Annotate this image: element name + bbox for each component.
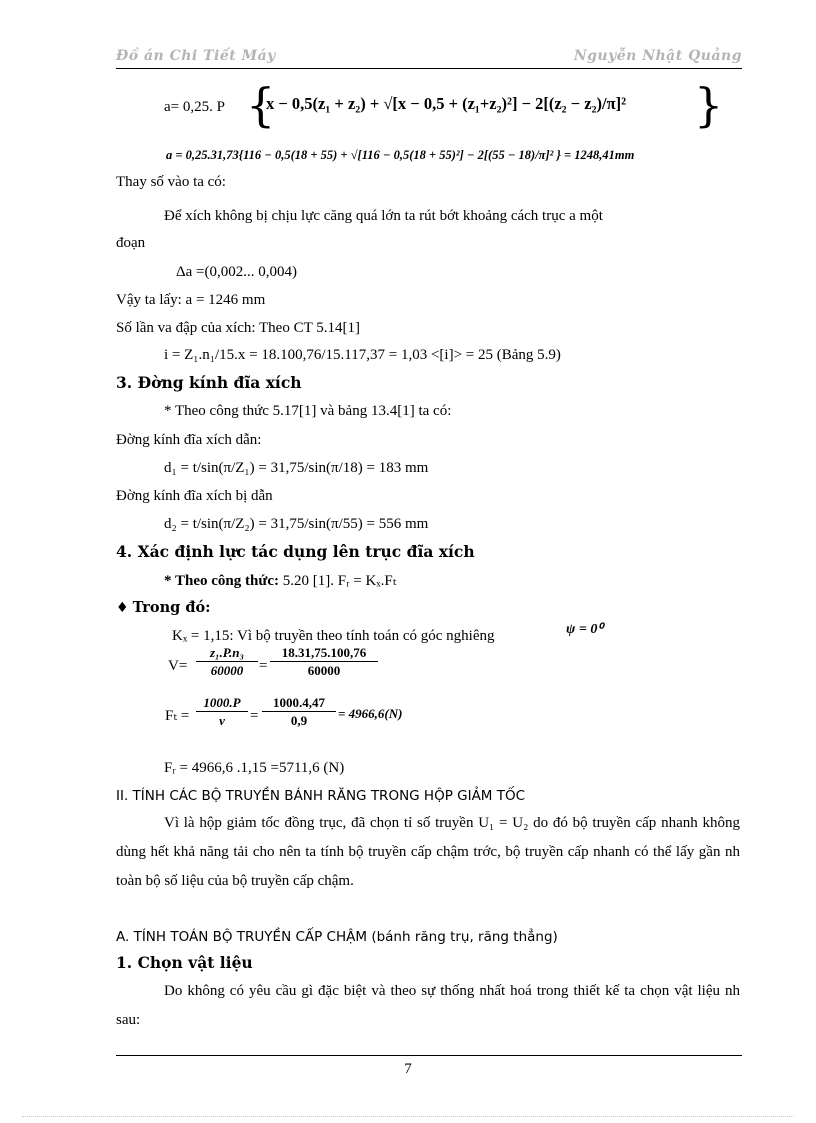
fraction-v-2-den: 60000 [307,663,341,678]
text-vay-ta-lay: Vậy ta lấy: a = 1246 mm [116,292,266,308]
page-edge [22,1116,794,1117]
fraction-ft-1-num: 1000.P [203,695,241,710]
text-doan: đoạn [116,235,146,251]
heading-duong-kinh: 3. Đờng kính đĩa xích [116,373,302,392]
fraction-v-2 [270,645,378,678]
fraction-ft-2-den: 0,9 [290,713,308,728]
text-trong-do [116,599,211,617]
paragraph-1-text: Do không có yêu cầu gì đặc biệt và theo sự thống nhất hoá trong thiết kế ta chọn vật liệu nh sau: [116,983,740,1028]
text-d1-formula: d₁ = t/sin(π/Z₁) = 31,75/sin(π/18) = 183 mm [164,460,429,476]
text-thay-so: Thay số vào ta có: [116,174,226,190]
page-number: 7 [404,1061,412,1077]
formula-a-body: x − 0,5(z₁ + z₂) + √[x − 0,5 + (z₁+z₂)²] − 2[(z₂ − z₂)/π]² [266,94,627,113]
fraction-bar [196,661,258,662]
fraction-v-2-num: 18.31,75.100,76 [281,645,367,660]
text-v-eq: = [259,658,268,674]
text-duong-kinh-dan: Đờng kính đĩa xích dẫn: [116,432,262,448]
heading-II: II. TÍNH CÁC BỘ TRUYỀN BÁNH RĂNG TRONG HỘP GIẢM TỐC [116,788,526,804]
text-i-formula: i = Z₁.n₁/15.x = 18.100,76/15.117,37 = 1,03 <[i]> = 25 (Bảng 5.9) [164,347,561,363]
header-document-title: Đồ án Chi Tiết Máy [116,48,276,64]
text-theo-cong-thuc-rest: 5.20 [1]. Fᵣ = Kₓ.Fₜ [278,573,397,589]
heading-A [116,929,558,945]
text-fr: Fᵣ = 4966,6 .1,15 =5711,6 (N) [164,760,345,776]
text-delta-a: Δa =(0,002... 0,004) [176,264,298,280]
formula-a-prefix: a= 0,25. P [164,99,225,115]
fraction-ft-2-num: 1000.4,47 [273,695,325,710]
text-de-xich: Để xích không bị chịu lực căng quá lớn ta rút bớt khoảng cách trục a một [164,208,603,224]
fraction-bar [270,661,378,662]
text-d2-formula: d₂ = t/sin(π/Z₂) = 31,75/sin(π/55) = 556 mm [164,516,429,532]
fraction-v-1-den: 60000 [210,663,244,678]
fraction-v-1-num: z₁.P.n₃ [209,645,245,660]
fraction-ft-1-den: v [219,713,225,728]
text-theo-cong-thuc-520 [164,572,396,590]
text-trong-do-label: Trong đó: [132,599,211,616]
fraction-bar [196,711,248,712]
text-psi: ψ = 0⁰ [566,622,603,637]
paragraph-II-text: Vì là hộp giảm tốc đồng trục, đã chọn tỉ số truyền U₁ = U₂ do đó bộ truyền cấp nhanh không dùng hết khả năng tải cho nên ta tính bộ truyền cấp chậm trớc, bộ truyền cấp nhanh có thể lấy gần nh toàn bộ số liệu của bộ truyền cấp chậm. [116,815,740,889]
text-theo-cong-thuc-bold: * Theo công thức: [164,573,279,589]
fraction-ft-1 [196,695,248,728]
paragraph-1 [116,977,740,1035]
fraction-v-1 [196,645,258,678]
brace-open: { [246,78,276,132]
text-theo-cong-thuc-517: * Theo công thức 5.17[1] và bảng 13.4[1] ta có: [164,403,452,419]
heading-A-sub: (bánh răng trụ, răng thẳng) [371,929,558,945]
heading-chon-vat-lieu: 1. Chọn vật liệu [116,953,253,972]
page-header [116,46,742,69]
brace-close: } [694,78,724,132]
heading-A-title: A. TÍNH TOÁN BỘ TRUYỀN CẤP CHẬM [116,929,368,945]
fraction-ft-2 [262,695,336,728]
fraction-bar [262,711,336,712]
footer-rule [116,1055,742,1056]
text-kx: Kₓ = 1,15: Vì bộ truyền theo tính toán có góc nghiêng [172,628,495,644]
text-v-label: V= [168,658,188,674]
text-ft-result: = 4966,6(N) [338,706,403,721]
paragraph-II [116,809,740,896]
text-duong-kinh-bi-dan: Đờng kính đĩa xích bị dẫn [116,488,273,504]
text-so-lan-va-dap: Số lần va đập của xích: Theo CT 5.14[1] [116,320,360,336]
text-ft-eq: = [250,708,259,724]
formula-a-numeric: a = 0,25.31,73{116 − 0,5(18 + 55) + √[116 − 0,5(18 + 55)²] − 2[(55 − 18)/π]² } = 1248,41mm [166,148,635,162]
header-author: Nguyễn Nhật Quảng [573,48,742,64]
heading-xac-dinh-luc: 4. Xác định lực tác dụng lên trục đĩa xích [116,542,475,561]
text-ft-label: Fₜ = [165,708,190,724]
diamond-bullet-icon: ♦ [116,600,129,616]
